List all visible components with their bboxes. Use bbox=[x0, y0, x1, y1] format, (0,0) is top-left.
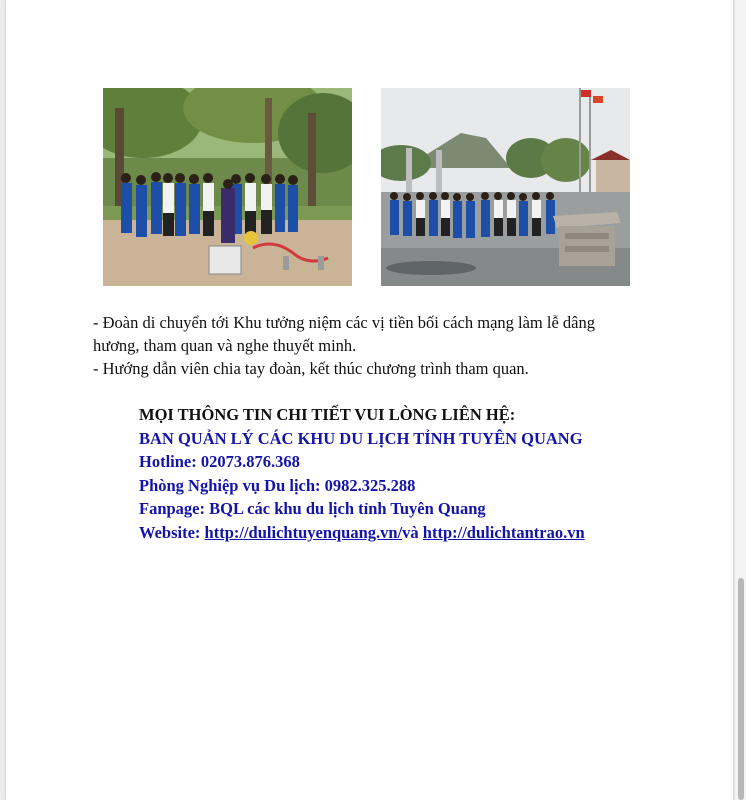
memorial-photo-square bbox=[381, 88, 630, 286]
vertical-scrollbar-thumb[interactable] bbox=[738, 578, 744, 800]
contact-website-row bbox=[139, 521, 699, 545]
website-link-tuyenquang[interactable]: http://dulichtuyenquang.vn/ bbox=[204, 522, 403, 542]
itinerary-line-2: hương, tham quan và nghe thuyết minh. bbox=[93, 336, 357, 355]
website-joiner: và bbox=[402, 522, 423, 542]
website-link-tantrao[interactable]: http://dulichtantrao.vn bbox=[422, 522, 585, 542]
contact-block bbox=[139, 403, 699, 544]
contact-organization: BAN QUẢN LÝ CÁC KHU DU LỊCH TỈNH TUYÊN QUANG bbox=[139, 428, 583, 448]
website-label: Website: bbox=[139, 522, 205, 542]
group-photo-icon bbox=[103, 88, 352, 286]
contact-department-phone: Phòng Nghiệp vụ Du lịch: 0982.325.288 bbox=[139, 475, 416, 495]
contact-heading: MỌI THÔNG TIN CHI TIẾT VUI LÒNG LIÊN HỆ: bbox=[139, 405, 516, 424]
itinerary-line-3: - Hướng dẫn viên chia tay đoàn, kết thúc chương trình tham quan. bbox=[93, 359, 529, 378]
group-photo-icon bbox=[381, 88, 630, 286]
contact-hotline: Hotline: 02073.876.368 bbox=[139, 452, 300, 471]
itinerary-line-1: - Đoàn di chuyển tới Khu tưởng niệm các vị tiền bối cách mạng làm lễ dâng bbox=[93, 313, 596, 332]
ceremony-photo-forest bbox=[103, 88, 352, 286]
contact-fanpage: Fanpage: BQL các khu du lịch tỉnh Tuyên Quang bbox=[139, 499, 486, 518]
